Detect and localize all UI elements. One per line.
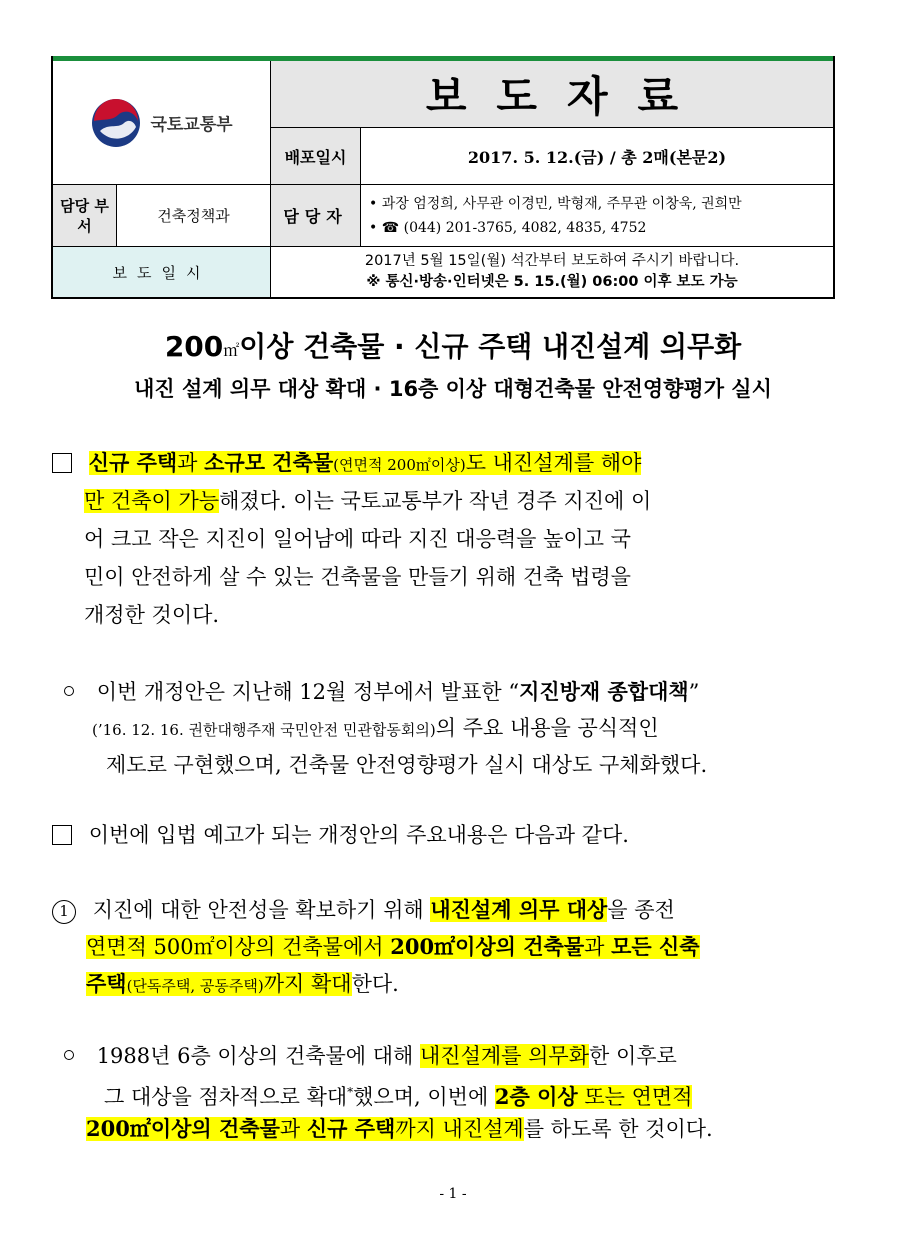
p1-line-1 bbox=[52, 448, 641, 480]
p1-new-housing: 신규 주택 bbox=[88, 450, 178, 475]
p5-line-3 bbox=[86, 1114, 713, 1144]
square-bullet-icon bbox=[52, 453, 72, 473]
p5-text-c: 한 이후로 bbox=[588, 1044, 677, 1068]
distribution-date: 2017. 5. 12.(금) / 총 2매(본문2) bbox=[467, 147, 727, 167]
p4-line-2 bbox=[86, 932, 700, 962]
p2-quote-close: ” bbox=[688, 680, 700, 704]
circle-bullet-icon bbox=[64, 686, 74, 696]
p1-conj: 과 bbox=[177, 451, 205, 475]
p4-text-c: 을 종전 bbox=[607, 898, 675, 922]
press-release-title-cell bbox=[271, 61, 833, 128]
headline-number: 200 bbox=[164, 330, 224, 363]
p4-expand: 까지 확대 bbox=[263, 972, 352, 996]
release-label: 보도일시 bbox=[53, 247, 271, 297]
press-release-title: 보도자료 bbox=[425, 72, 709, 121]
p5-line-1 bbox=[64, 1041, 677, 1071]
p3-line bbox=[52, 820, 629, 850]
p2-line-2 bbox=[92, 713, 659, 745]
distribution-value bbox=[361, 128, 833, 185]
release-line-1: 2017년 5월 15일(월) 석간부터 보도하여 주시기 바랍니다. bbox=[364, 253, 740, 269]
p4-line-3 bbox=[86, 969, 399, 1001]
distribution-label: 배포일시 bbox=[271, 128, 361, 185]
headline-text: 이상 건축물 · 신규 주택 내진설계 의무화 bbox=[239, 330, 742, 363]
ministry-logo bbox=[90, 97, 232, 149]
manager-info bbox=[361, 185, 833, 247]
p5-2-floors: 2층 이상 bbox=[494, 1084, 578, 1109]
p5-text-h: 또는 연면적 bbox=[577, 1085, 693, 1109]
p1-text-2: 해졌다. 이는 국토교통부가 작년 경주 지진에 이 bbox=[219, 489, 652, 513]
p1-line-5: 개정한 것이다. bbox=[84, 603, 220, 627]
manager-phone: (044) 201-3765, 4082, 4835, 4752 bbox=[403, 219, 647, 236]
release-value bbox=[271, 247, 833, 297]
p4-text-k: 한다. bbox=[351, 972, 399, 996]
p1-line-3: 어 크고 작은 지진이 일어남에 따라 지진 대응력을 높이고 국 bbox=[84, 527, 631, 551]
p4-text-d: 연면적 500㎡이상의 건축물에서 bbox=[86, 935, 391, 959]
p2-line-3: 제도로 구현했으며, 건축물 안전영향평가 실시 대상도 구체화했다. bbox=[106, 753, 708, 777]
department-value: 건축정책과 bbox=[117, 185, 271, 247]
p5-text-d: 그 대상을 점차적으로 확대 bbox=[104, 1085, 348, 1109]
circle-bullet-icon bbox=[64, 1050, 74, 1060]
p5-line-2 bbox=[104, 1077, 692, 1112]
p5-text-f: 했으며, 이번에 bbox=[353, 1085, 495, 1109]
p1-requirement: 도 내진설계를 해야 bbox=[465, 451, 642, 475]
p4-line-1 bbox=[52, 895, 675, 925]
p5-text-m: 를 하도록 한 것이다. bbox=[523, 1117, 713, 1141]
manager-label: 담당자 bbox=[271, 185, 361, 247]
manager-phone-row: • ☎ (044) 201-3765, 4082, 4835, 4752 bbox=[369, 219, 647, 236]
p4-conj: 과 bbox=[584, 935, 612, 959]
p5-200-buildings: 200㎡이상의 건축물 bbox=[86, 1116, 280, 1141]
press-header-table bbox=[51, 56, 835, 299]
p4-200-buildings: 200㎡이상의 건축물 bbox=[390, 934, 585, 959]
headline-unit: ㎡ bbox=[223, 341, 240, 360]
taegeuk-emblem-icon bbox=[90, 97, 142, 149]
p5-new-housing: 신규 주택 bbox=[306, 1116, 396, 1141]
p1-line-4: 민이 안전하게 살 수 있는 건축물을 만들기 위해 건축 법령을 bbox=[84, 565, 631, 589]
subheadline: 내진 설계 의무 대상 확대 · 16층 이상 대형건축물 안전영향평가 실시 bbox=[134, 377, 772, 401]
item-number-badge: 1 bbox=[52, 900, 76, 924]
p4-housing-types: (단독주택, 공동주택) bbox=[126, 977, 264, 995]
page-number: - 1 - bbox=[439, 1186, 467, 1202]
p2-meeting-note: (’16. 12. 16. 권한대행주재 국민안전 민관합동회의) bbox=[92, 721, 436, 739]
p4-all-new: 모든 신축 bbox=[611, 934, 700, 959]
manager-names: • 과장 엄정희, 사무관 이경민, 박형재, 주무관 이창욱, 권희만 bbox=[369, 195, 742, 212]
p1-small-buildings: 소규모 건축물 bbox=[204, 450, 334, 475]
p4-housing: 주택 bbox=[86, 971, 127, 996]
p3-text: 이번에 입법 예고가 되는 개정안의 주요내용은 다음과 같다. bbox=[88, 823, 629, 847]
department-label: 담당 부서 bbox=[53, 185, 117, 247]
ministry-name: 국토교통부 bbox=[150, 115, 233, 135]
p2-policy-name: 지진방재 종합대책 bbox=[519, 679, 689, 704]
p4-text-a: 지진에 대한 안전성을 확보하기 위해 bbox=[92, 898, 431, 922]
p1-possible: 만 건축이 가능 bbox=[84, 489, 220, 513]
p5-text-l: 까지 내진설계 bbox=[395, 1117, 524, 1141]
p2-text-e: 의 주요 내용을 공식적인 bbox=[435, 716, 659, 740]
logo-cell bbox=[53, 61, 271, 185]
p4-target: 내진설계 의무 대상 bbox=[430, 897, 608, 922]
square-bullet-icon bbox=[52, 825, 72, 845]
phone-icon: ☎ bbox=[381, 219, 400, 236]
p5-footnote-mark: * bbox=[347, 1085, 354, 1099]
p2-text-a: 이번 개정안은 지난해 12월 정부에서 발표한 “ bbox=[96, 680, 520, 704]
p5-mandate: 내진설계를 의무화 bbox=[420, 1044, 589, 1068]
release-line-2: ※ 통신·방송·인터넷은 5. 15.(월) 06:00 이후 보도 가능 bbox=[366, 274, 738, 290]
p2-line-1 bbox=[64, 677, 699, 707]
p5-conj: 과 bbox=[279, 1117, 307, 1141]
p1-line-2 bbox=[84, 486, 651, 516]
p1-area-note: (연면적 200㎡이상) bbox=[333, 456, 466, 474]
p5-text-a: 1988년 6층 이상의 건축물에 대해 bbox=[96, 1044, 421, 1068]
headline bbox=[0, 325, 906, 365]
